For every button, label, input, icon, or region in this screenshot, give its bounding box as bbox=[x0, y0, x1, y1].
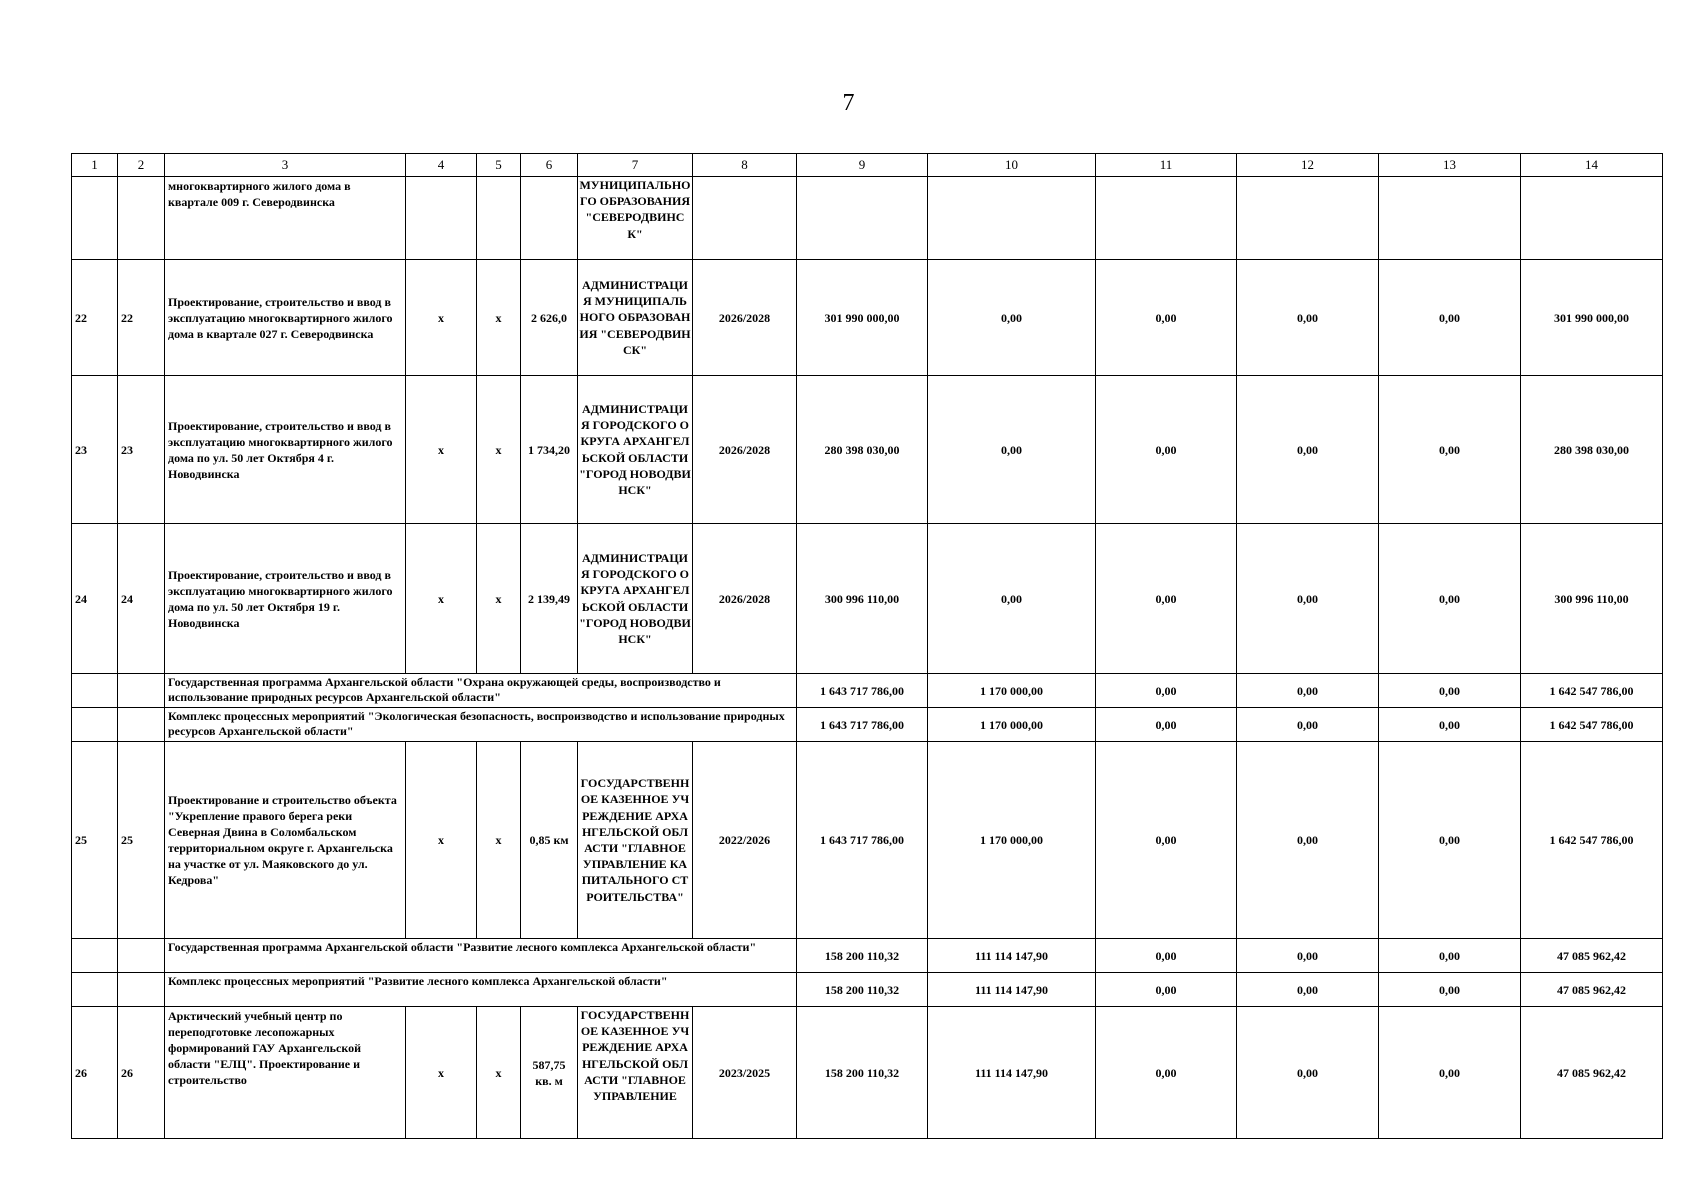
cell-number: 25 bbox=[118, 742, 165, 939]
cell-col12: 0,00 bbox=[1237, 524, 1379, 674]
cell-col10: 0,00 bbox=[928, 376, 1096, 524]
cell-period bbox=[693, 177, 797, 260]
complex-title: Комплекс процессных мероприятий "Развитие лесного комплекса Архангельской области" bbox=[165, 973, 797, 1007]
program-title: Государственная программа Архангельской области "Охрана окружающей среды, воспроизводство и использование природных ресурсов Архангельской области" bbox=[165, 674, 797, 708]
table-row bbox=[72, 376, 1663, 524]
cell-period: 2022/2026 bbox=[693, 742, 797, 939]
header-cell: 10 bbox=[928, 154, 1096, 177]
cell-col14 bbox=[1521, 177, 1663, 260]
cell-col12: 0,00 bbox=[1237, 674, 1379, 708]
cell-col14: 301 990 000,00 bbox=[1521, 260, 1663, 376]
cell-number bbox=[118, 674, 165, 708]
cell-col4: х bbox=[406, 260, 477, 376]
cell-col5: х bbox=[477, 742, 521, 939]
cell-number bbox=[118, 708, 165, 742]
cell-col4: х bbox=[406, 376, 477, 524]
cell-number: 26 bbox=[118, 1007, 165, 1139]
cell-index bbox=[72, 708, 118, 742]
cell-col11: 0,00 bbox=[1096, 376, 1237, 524]
page-number: 7 bbox=[842, 90, 855, 116]
cell-capacity: 0,85 км bbox=[521, 742, 578, 939]
complex-row bbox=[72, 973, 1663, 1007]
cell-col11 bbox=[1096, 177, 1237, 260]
cell-index: 23 bbox=[72, 376, 118, 524]
cell-index bbox=[72, 177, 118, 260]
cell-col12 bbox=[1237, 177, 1379, 260]
cell-number: 22 bbox=[118, 260, 165, 376]
cell-index: 24 bbox=[72, 524, 118, 674]
cell-customer: ГОСУДАРСТВЕННОЕ КАЗЕННОЕ УЧРЕЖДЕНИЕ АРХАНГЕЛЬСКОЙ ОБЛАСТИ "ГЛАВНОЕ УПРАВЛЕНИЕ bbox=[578, 1007, 693, 1139]
header-cell: 5 bbox=[477, 154, 521, 177]
cell-index: 26 bbox=[72, 1007, 118, 1139]
cell-total: 1 643 717 786,00 bbox=[797, 674, 928, 708]
cell-object-name: Проектирование, строительство и ввод в эксплуатацию многоквартирного жилого дома по ул. 50 лет Октября 4 г. Новодвинска bbox=[165, 376, 406, 524]
cell-col10: 0,00 bbox=[928, 524, 1096, 674]
cell-number bbox=[118, 177, 165, 260]
cell-col14: 280 398 030,00 bbox=[1521, 376, 1663, 524]
cell-object-name: Проектирование, строительство и ввод в эксплуатацию многоквартирного жилого дома по ул. 50 лет Октября 19 г. Новодвинска bbox=[165, 524, 406, 674]
cell-index: 25 bbox=[72, 742, 118, 939]
cell-capacity bbox=[521, 177, 578, 260]
cell-col12: 0,00 bbox=[1237, 973, 1379, 1007]
header-cell: 11 bbox=[1096, 154, 1237, 177]
header-cell: 3 bbox=[165, 154, 406, 177]
cell-number: 23 bbox=[118, 376, 165, 524]
cell-col13: 0,00 bbox=[1379, 939, 1521, 973]
cell-total: 1 643 717 786,00 bbox=[797, 742, 928, 939]
cell-col11: 0,00 bbox=[1096, 708, 1237, 742]
cell-col4: х bbox=[406, 524, 477, 674]
header-cell: 1 bbox=[72, 154, 118, 177]
cell-col5: х bbox=[477, 1007, 521, 1139]
cell-index bbox=[72, 939, 118, 973]
table-row bbox=[72, 1007, 1663, 1139]
cell-object-name: многоквартирного жилого дома в квартале 009 г. Северодвинска bbox=[165, 177, 406, 260]
header-cell: 6 bbox=[521, 154, 578, 177]
cell-number bbox=[118, 939, 165, 973]
cell-col11: 0,00 bbox=[1096, 260, 1237, 376]
header-cell: 13 bbox=[1379, 154, 1521, 177]
header-row bbox=[72, 154, 1663, 177]
cell-capacity: 587,75 кв. м bbox=[521, 1007, 578, 1139]
cell-col14: 300 996 110,00 bbox=[1521, 524, 1663, 674]
cell-col10: 1 170 000,00 bbox=[928, 708, 1096, 742]
header-cell: 14 bbox=[1521, 154, 1663, 177]
cell-col10: 111 114 147,90 bbox=[928, 1007, 1096, 1139]
cell-total: 158 200 110,32 bbox=[797, 973, 928, 1007]
cell-index bbox=[72, 973, 118, 1007]
cell-col13: 0,00 bbox=[1379, 674, 1521, 708]
cell-object-name: Проектирование, строительство и ввод в эксплуатацию многоквартирного жилого дома в квартале 027 г. Северодвинска bbox=[165, 260, 406, 376]
table-row bbox=[72, 177, 1663, 260]
header-cell: 9 bbox=[797, 154, 928, 177]
cell-total: 300 996 110,00 bbox=[797, 524, 928, 674]
cell-col12: 0,00 bbox=[1237, 1007, 1379, 1139]
cell-col11: 0,00 bbox=[1096, 973, 1237, 1007]
cell-col12: 0,00 bbox=[1237, 742, 1379, 939]
data-table bbox=[71, 153, 1663, 1139]
header-cell: 12 bbox=[1237, 154, 1379, 177]
cell-col11: 0,00 bbox=[1096, 524, 1237, 674]
cell-col12: 0,00 bbox=[1237, 939, 1379, 973]
cell-col4 bbox=[406, 177, 477, 260]
header-cell: 2 bbox=[118, 154, 165, 177]
cell-col14: 47 085 962,42 bbox=[1521, 1007, 1663, 1139]
cell-customer: АДМИНИСТРАЦИЯ ГОРОДСКОГО ОКРУГА АРХАНГЕЛЬСКОЙ ОБЛАСТИ "ГОРОД НОВОДВИНСК" bbox=[578, 376, 693, 524]
cell-col14: 1 642 547 786,00 bbox=[1521, 674, 1663, 708]
cell-total bbox=[797, 177, 928, 260]
cell-capacity: 2 139,49 bbox=[521, 524, 578, 674]
cell-number bbox=[118, 973, 165, 1007]
cell-period: 2026/2028 bbox=[693, 524, 797, 674]
cell-index: 22 bbox=[72, 260, 118, 376]
cell-object-name: Арктический учебный центр по переподготовке лесопожарных формирований ГАУ Архангельской области "ЕЛЦ". Проектирование и строительство bbox=[165, 1007, 406, 1139]
cell-col13: 0,00 bbox=[1379, 524, 1521, 674]
cell-col13: 0,00 bbox=[1379, 1007, 1521, 1139]
program-title: Государственная программа Архангельской области "Развитие лесного комплекса Архангельской области" bbox=[165, 939, 797, 973]
cell-col13: 0,00 bbox=[1379, 376, 1521, 524]
cell-col14: 47 085 962,42 bbox=[1521, 973, 1663, 1007]
cell-customer: АДМИНИСТРАЦИЯ МУНИЦИПАЛЬНОГО ОБРАЗОВАНИЯ "СЕВЕРОДВИНСК" bbox=[578, 260, 693, 376]
table-row bbox=[72, 742, 1663, 939]
cell-total: 1 643 717 786,00 bbox=[797, 708, 928, 742]
cell-col4: х bbox=[406, 1007, 477, 1139]
cell-number: 24 bbox=[118, 524, 165, 674]
cell-col5: х bbox=[477, 524, 521, 674]
cell-total: 301 990 000,00 bbox=[797, 260, 928, 376]
cell-customer: АДМИНИСТРАЦИЯ ГОРОДСКОГО ОКРУГА АРХАНГЕЛЬСКОЙ ОБЛАСТИ "ГОРОД НОВОДВИНСК" bbox=[578, 524, 693, 674]
cell-col11: 0,00 bbox=[1096, 939, 1237, 973]
cell-total: 158 200 110,32 bbox=[797, 1007, 928, 1139]
cell-col11: 0,00 bbox=[1096, 1007, 1237, 1139]
header-cell: 4 bbox=[406, 154, 477, 177]
cell-col14: 1 642 547 786,00 bbox=[1521, 708, 1663, 742]
cell-object-name: Проектирование и строительство объекта "Укрепление правого берега реки Северная Двина в Соломбальском территориальном округе г. Архангельска на участке от ул. Маяковского до ул. Кедрова" bbox=[165, 742, 406, 939]
program-row bbox=[72, 674, 1663, 708]
cell-period: 2023/2025 bbox=[693, 1007, 797, 1139]
cell-col14: 47 085 962,42 bbox=[1521, 939, 1663, 973]
cell-col13: 0,00 bbox=[1379, 708, 1521, 742]
cell-total: 158 200 110,32 bbox=[797, 939, 928, 973]
cell-col13: 0,00 bbox=[1379, 260, 1521, 376]
cell-total: 280 398 030,00 bbox=[797, 376, 928, 524]
table-row bbox=[72, 524, 1663, 674]
header-cell: 7 bbox=[578, 154, 693, 177]
cell-customer: ГОСУДАРСТВЕННОЕ КАЗЕННОЕ УЧРЕЖДЕНИЕ АРХАНГЕЛЬСКОЙ ОБЛАСТИ "ГЛАВНОЕ УПРАВЛЕНИЕ КАПИТАЛЬНОГО СТРОИТЕЛЬСТВА" bbox=[578, 742, 693, 939]
cell-col5 bbox=[477, 177, 521, 260]
header-cell: 8 bbox=[693, 154, 797, 177]
cell-customer: МУНИЦИПАЛЬНОГО ОБРАЗОВАНИЯ "СЕВЕРОДВИНСК" bbox=[578, 177, 693, 260]
cell-col12: 0,00 bbox=[1237, 708, 1379, 742]
cell-capacity: 1 734,20 bbox=[521, 376, 578, 524]
cell-col10: 111 114 147,90 bbox=[928, 973, 1096, 1007]
cell-col11: 0,00 bbox=[1096, 742, 1237, 939]
cell-col5: х bbox=[477, 376, 521, 524]
cell-col10: 111 114 147,90 bbox=[928, 939, 1096, 973]
complex-row bbox=[72, 708, 1663, 742]
cell-col14: 1 642 547 786,00 bbox=[1521, 742, 1663, 939]
cell-period: 2026/2028 bbox=[693, 376, 797, 524]
cell-col13 bbox=[1379, 177, 1521, 260]
cell-col10: 1 170 000,00 bbox=[928, 674, 1096, 708]
complex-title: Комплекс процессных мероприятий "Экологическая безопасность, воспроизводство и использование природных ресурсов Архангельской области" bbox=[165, 708, 797, 742]
cell-col13: 0,00 bbox=[1379, 973, 1521, 1007]
cell-index bbox=[72, 674, 118, 708]
cell-period: 2026/2028 bbox=[693, 260, 797, 376]
cell-capacity: 2 626,0 bbox=[521, 260, 578, 376]
cell-col4: х bbox=[406, 742, 477, 939]
cell-col12: 0,00 bbox=[1237, 376, 1379, 524]
cell-col10: 1 170 000,00 bbox=[928, 742, 1096, 939]
cell-col5: х bbox=[477, 260, 521, 376]
cell-col10: 0,00 bbox=[928, 260, 1096, 376]
cell-col10 bbox=[928, 177, 1096, 260]
cell-col12: 0,00 bbox=[1237, 260, 1379, 376]
program-row bbox=[72, 939, 1663, 973]
table-row bbox=[72, 260, 1663, 376]
cell-col13: 0,00 bbox=[1379, 742, 1521, 939]
cell-col11: 0,00 bbox=[1096, 674, 1237, 708]
